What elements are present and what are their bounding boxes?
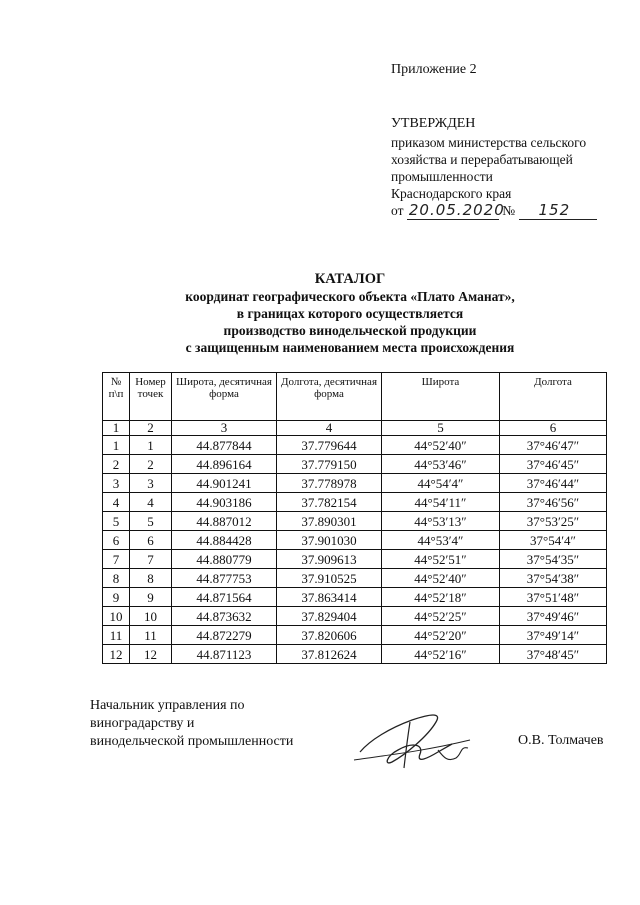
approval-title: УТВЕРЖДЕН — [391, 116, 476, 131]
position-line: Начальник управления по — [90, 698, 245, 713]
table-cell: 7 — [130, 550, 172, 569]
table-cell: 37.909613 — [277, 550, 382, 569]
table-cell: 37°51′48″ — [500, 588, 607, 607]
table-cell: 8 — [103, 569, 130, 588]
signatory-name: О.В. Толмачев — [518, 733, 604, 748]
table-cell: 6 — [103, 531, 130, 550]
table-cell: 11 — [103, 626, 130, 645]
from-label: от — [391, 203, 404, 218]
table-cell: 37°54′35″ — [500, 550, 607, 569]
table-row — [103, 626, 607, 645]
table-cell: 44.871564 — [172, 588, 277, 607]
title-line: с защищенным наименованием места происхождения — [185, 340, 515, 355]
table-cell: 11 — [130, 626, 172, 645]
col-header: Долгота — [500, 373, 607, 421]
table-cell: 37°46′47″ — [500, 436, 607, 455]
table-cell: 37.779150 — [277, 455, 382, 474]
table-row — [103, 474, 607, 493]
table-cell: 44.887012 — [172, 512, 277, 531]
table-cell: 5 — [382, 421, 500, 436]
title-line: производство винодельческой продукции — [223, 323, 477, 338]
table-cell: 44.871123 — [172, 645, 277, 664]
table-row — [103, 493, 607, 512]
table-cell: 4 — [130, 493, 172, 512]
table-cell: 2 — [130, 455, 172, 474]
approval-line: промышленности — [391, 169, 493, 184]
col-header: Широта — [382, 373, 500, 421]
table-row — [103, 512, 607, 531]
table-cell: 44°52′40″ — [382, 569, 500, 588]
table-cell: 1 — [130, 436, 172, 455]
table-row — [103, 531, 607, 550]
table-cell: 12 — [130, 645, 172, 664]
table-cell: 37.901030 — [277, 531, 382, 550]
title-main: КАТАЛОГ — [314, 271, 386, 287]
table-cell: 5 — [130, 512, 172, 531]
table-cell: 44.903186 — [172, 493, 277, 512]
table-cell: 44.872279 — [172, 626, 277, 645]
table-cell: 9 — [103, 588, 130, 607]
table-cell: 3 — [172, 421, 277, 436]
table-cell: 37.863414 — [277, 588, 382, 607]
order-date: 20.05.2020 — [408, 201, 505, 219]
table-row — [103, 645, 607, 664]
table-cell: 2 — [130, 421, 172, 436]
position-line: виноградарству и — [90, 716, 195, 731]
table-cell: 44.896164 — [172, 455, 277, 474]
table-cell: 37.812624 — [277, 645, 382, 664]
col-header: Номер точек — [130, 373, 172, 421]
table-cell: 37.820606 — [277, 626, 382, 645]
table-cell: 6 — [500, 421, 607, 436]
table-cell: 44.877753 — [172, 569, 277, 588]
title-line: в границах которого осуществляется — [236, 306, 464, 321]
table-cell: 4 — [103, 493, 130, 512]
table-row — [103, 550, 607, 569]
table-cell: 37°49′14″ — [500, 626, 607, 645]
table-cell: 44°53′13″ — [382, 512, 500, 531]
table-cell: 37.782154 — [277, 493, 382, 512]
table-row — [103, 607, 607, 626]
table-cell: 3 — [103, 474, 130, 493]
table-cell: 3 — [130, 474, 172, 493]
col-header: № п\п — [103, 373, 130, 421]
table-cell: 44.901241 — [172, 474, 277, 493]
table-cell: 4 — [277, 421, 382, 436]
table-cell: 37°46′44″ — [500, 474, 607, 493]
approval-line: хозяйства и перерабатывающей — [391, 152, 573, 167]
table-cell: 37°53′25″ — [500, 512, 607, 531]
table-row — [103, 569, 607, 588]
approval-line: приказом министерства сельского — [391, 135, 587, 150]
col-header: Долгота, десятичная форма — [277, 373, 382, 421]
table-cell: 37.910525 — [277, 569, 382, 588]
number-label: № — [502, 203, 516, 218]
table-cell: 44.884428 — [172, 531, 277, 550]
table-cell: 44°53′4″ — [382, 531, 500, 550]
table-cell: 44°52′18″ — [382, 588, 500, 607]
table-cell: 8 — [130, 569, 172, 588]
table-cell: 44°52′25″ — [382, 607, 500, 626]
table-cell: 44°54′11″ — [382, 493, 500, 512]
table-header-row — [103, 373, 607, 421]
table-cell: 37.890301 — [277, 512, 382, 531]
table-row — [103, 436, 607, 455]
table-cell: 12 — [103, 645, 130, 664]
table-cell: 44°52′40″ — [382, 436, 500, 455]
table-cell: 44°53′46″ — [382, 455, 500, 474]
table-cell: 37°46′56″ — [500, 493, 607, 512]
table-cell: 44°54′4″ — [382, 474, 500, 493]
table-cell: 1 — [103, 436, 130, 455]
table-cell: 37°54′4″ — [500, 531, 607, 550]
table-cell: 10 — [103, 607, 130, 626]
order-number: 152 — [519, 202, 597, 220]
table-cell: 37.829404 — [277, 607, 382, 626]
table-cell: 1 — [103, 421, 130, 436]
signatory-position — [90, 697, 293, 751]
table-row — [103, 588, 607, 607]
coordinates-table — [102, 372, 607, 664]
table-cell: 44°52′51″ — [382, 550, 500, 569]
table-cell: 37°54′38″ — [500, 569, 607, 588]
table-cell: 44.873632 — [172, 607, 277, 626]
table-cell: 37.779644 — [277, 436, 382, 455]
approval-block — [391, 115, 597, 220]
table-cell: 9 — [130, 588, 172, 607]
table-cell: 6 — [130, 531, 172, 550]
table-cell: 2 — [103, 455, 130, 474]
table-row — [103, 455, 607, 474]
table-cell: 37.778978 — [277, 474, 382, 493]
table-cell: 44.880779 — [172, 550, 277, 569]
table-cell: 44.877844 — [172, 436, 277, 455]
table-cell: 7 — [103, 550, 130, 569]
handwritten-signature — [350, 700, 480, 775]
table-cell: 5 — [103, 512, 130, 531]
order-line — [391, 202, 597, 220]
table-cell: 44°52′16″ — [382, 645, 500, 664]
appendix-label: Приложение 2 — [391, 62, 477, 77]
table-cell: 37°46′45″ — [500, 455, 607, 474]
table-cell: 44°52′20″ — [382, 626, 500, 645]
catalog-title — [150, 271, 550, 356]
table-cell: 10 — [130, 607, 172, 626]
approval-line: Краснодарского края — [391, 186, 512, 201]
table-cell: 37°48′45″ — [500, 645, 607, 664]
position-line: винодельческой промышленности — [90, 734, 294, 749]
title-line: координат географического объекта «Плато Аманат», — [185, 289, 515, 304]
table-cell: 37°49′46″ — [500, 607, 607, 626]
column-index-row — [103, 421, 607, 436]
col-header: Широта, десятичная форма — [172, 373, 277, 421]
